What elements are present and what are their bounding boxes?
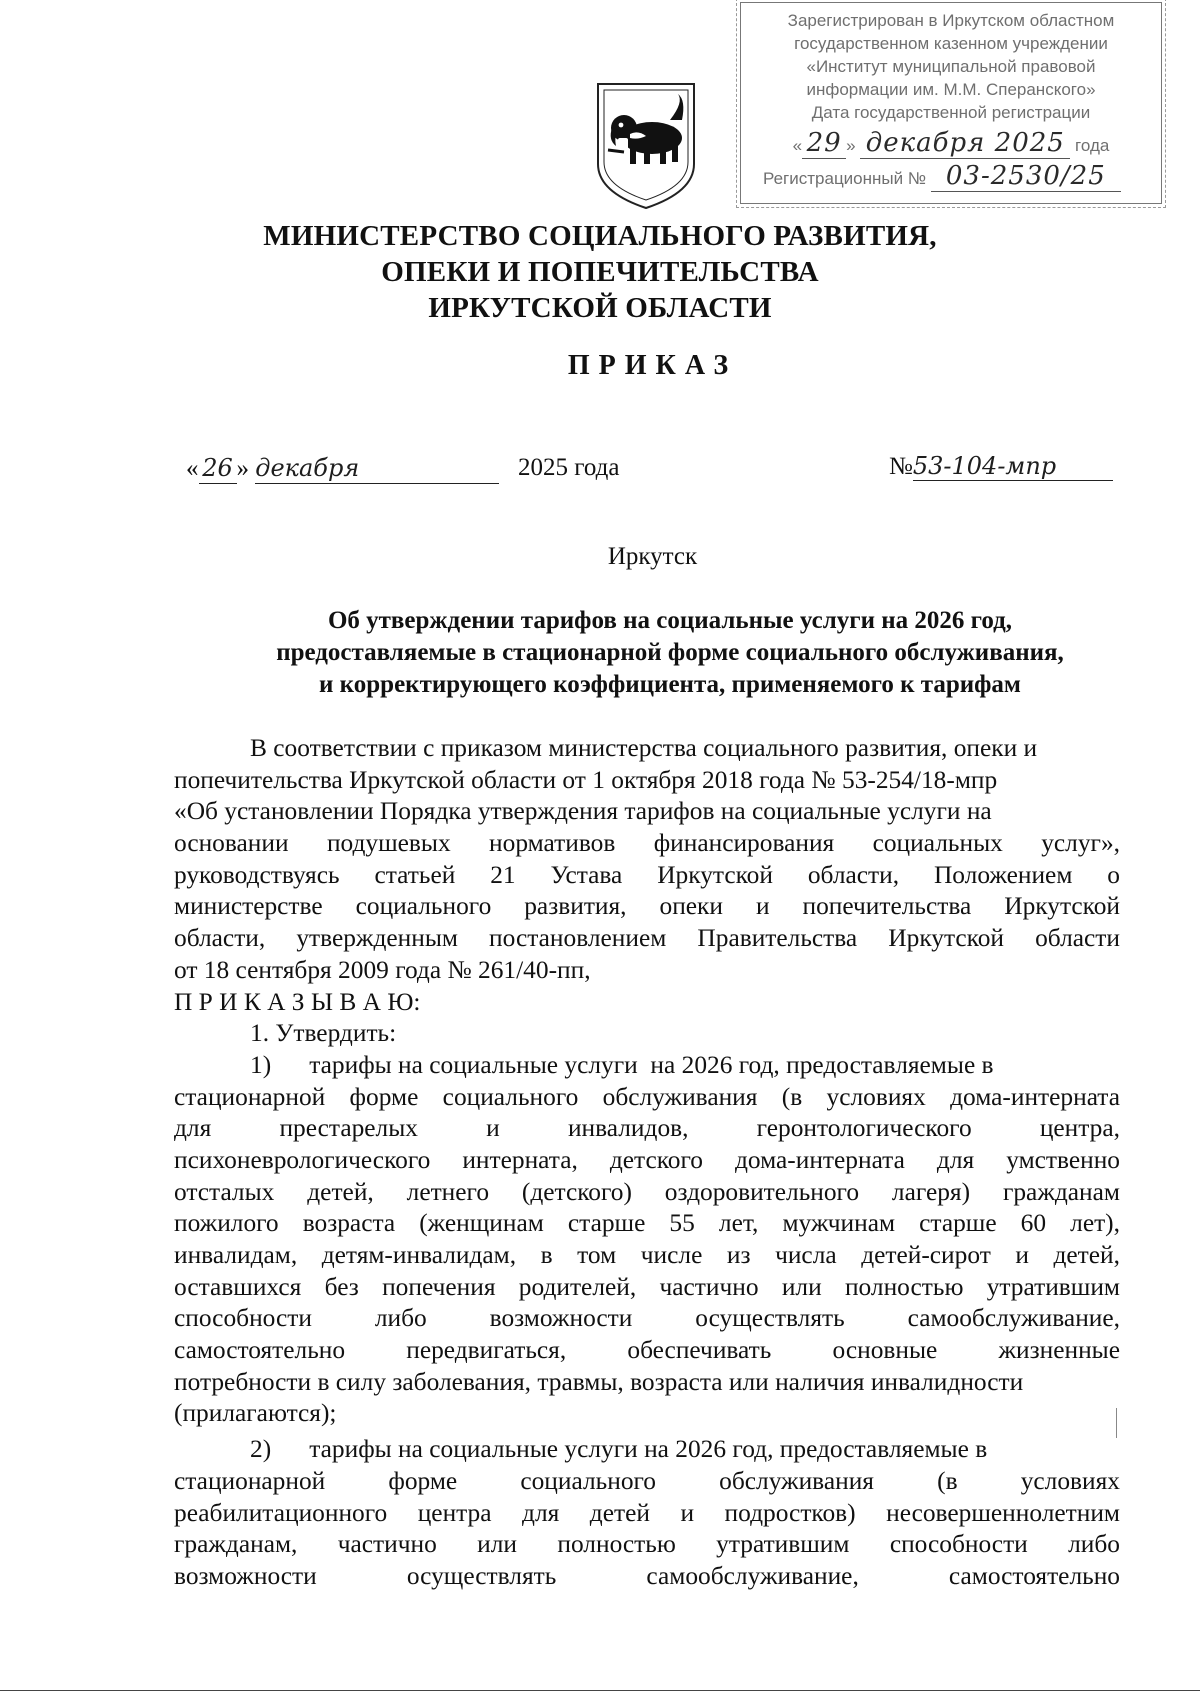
body-line: оставшихся без попечения родителей, частично или полностью утратившим <box>174 1272 1120 1301</box>
city: Иркутск <box>607 543 698 570</box>
body-line: гражданам, частично или полностью утратившим способности либо <box>174 1530 1120 1559</box>
order-date <box>186 454 499 484</box>
document-body <box>174 733 1120 1593</box>
ministry-line: ОПЕКИ И ПОПЕЧИТЕЛЬСТВА <box>381 256 819 288</box>
body-line: инвалидам, детям-инвалидам, в том числе из числа детей-сирот и детей, <box>174 1241 1120 1269</box>
registration-stamp <box>740 2 1162 204</box>
document-title <box>210 605 1130 701</box>
body-line: стационарной форме социального обслуживания (в условиях <box>174 1466 1120 1495</box>
body-line: психоневрологического интерната, детского дома-интерната для умственно <box>174 1145 1120 1174</box>
body-line: «Об установлении Порядка утверждения тарифов на социальные услуги на <box>174 797 992 826</box>
body-line: руководствуясь статьей 21 Устава Иркутской области, Положением о <box>174 860 1120 889</box>
body-line: отсталых детей, летнего (детского) оздоровительного лагеря) гражданам <box>174 1177 1120 1206</box>
stamp-date-month-year: декабря 2025 <box>865 128 1065 158</box>
number-sign: № <box>889 453 913 480</box>
body-line: 1) тарифы на социальные услуги на 2026 год, предоставляемые в <box>250 1050 994 1079</box>
order-number-row <box>889 452 1113 481</box>
stamp-date-day: 29 <box>806 128 842 158</box>
body-line: потребности в силу заболевания, травмы, возраста или наличия инвалидности <box>174 1367 1024 1396</box>
ministry-name <box>180 218 1020 326</box>
body-line: министерстве социального развития, опеки и попечительства Иркутской <box>174 892 1120 921</box>
body-line: от 18 сентября 2009 года № 261/40-пп, <box>174 955 591 984</box>
body-line: реабилитационного центра для детей и подростков) несовершеннолетним <box>174 1498 1120 1527</box>
stamp-reg-row <box>741 161 1161 192</box>
date-day: 26 <box>202 454 233 482</box>
body-line: 2) тарифы на социальные услуги на 2026 год, предоставляемые в <box>250 1435 988 1464</box>
stamp-line: Зарегистрирован в Иркутском областном <box>787 11 1115 30</box>
scan-mark <box>1116 1408 1117 1438</box>
stamp-date-row <box>741 128 1161 159</box>
stamp-line: «Институт муниципальной правовой <box>806 57 1096 76</box>
body-line: (прилагаются); <box>174 1399 337 1428</box>
stamp-quote-open: « <box>792 136 803 155</box>
body-line: возможности осуществлять самообслуживание, самостоятельно <box>174 1561 1120 1590</box>
stamp-reg-number: 03-2530/25 <box>945 161 1106 191</box>
date-quote-close: » <box>236 455 249 482</box>
stamp-line: информации им. М.М. Сперанского» <box>806 80 1096 99</box>
ministry-line: ИРКУТСКОЙ ОБЛАСТИ <box>428 292 772 324</box>
date-month: декабря <box>255 454 360 482</box>
document-type: ПРИКАЗ <box>567 350 738 381</box>
date-quote-open: « <box>186 455 199 482</box>
body-line: самостоятельно передвигаться, обеспечивать основные жизненные <box>174 1336 1120 1365</box>
stamp-line: государственном казенном учреждении <box>794 34 1108 53</box>
body-line: попечительства Иркутской области от 1 октября 2018 года № 53-254/18-мпр <box>174 765 998 794</box>
title-line: Об утверждении тарифов на социальные услуги на 2026 год, <box>327 607 1013 634</box>
coat-of-arms-icon <box>594 80 698 212</box>
stamp-line: Дата государственной регистрации <box>811 103 1091 122</box>
body-line: для престарелых и инвалидов, геронтологического центра, <box>174 1114 1120 1143</box>
stamp-quote-close: » <box>846 136 856 155</box>
body-line: способности либо возможности осуществлять самообслуживание, <box>174 1304 1120 1333</box>
title-line: и корректирующего коэффициента, применяемого к тарифам <box>319 671 1021 698</box>
title-line: предоставляемые в стационарной форме социального обслуживания, <box>276 639 1064 666</box>
body-line: основании подушевых нормативов финансирования социальных услуг», <box>174 829 1120 858</box>
item-1: 1. Утвердить: <box>250 1019 397 1048</box>
orders-heading: П Р И К А З Ы В А Ю: <box>174 987 421 1016</box>
body-line: стационарной форме социального обслуживания (в условиях дома-интерната <box>174 1082 1120 1111</box>
stamp-reg-label: Регистрационный № <box>763 169 927 188</box>
body-line: В соответствии с приказом министерства социального развития, опеки и <box>250 734 1038 762</box>
order-number: 53-104-мпр <box>913 452 1113 481</box>
order-year: 2025 года <box>518 454 620 481</box>
page-bottom-rule <box>0 1690 1200 1691</box>
stamp-date-suffix: года <box>1075 136 1110 155</box>
body-line: области, утвержденным постановлением Правительства Иркутской области <box>174 924 1120 953</box>
body-line: пожилого возраста (женщинам старше 55 лет, мужчинам старше 60 лет), <box>174 1209 1120 1238</box>
ministry-line: МИНИСТЕРСТВО СОЦИАЛЬНОГО РАЗВИТИЯ, <box>263 220 937 252</box>
